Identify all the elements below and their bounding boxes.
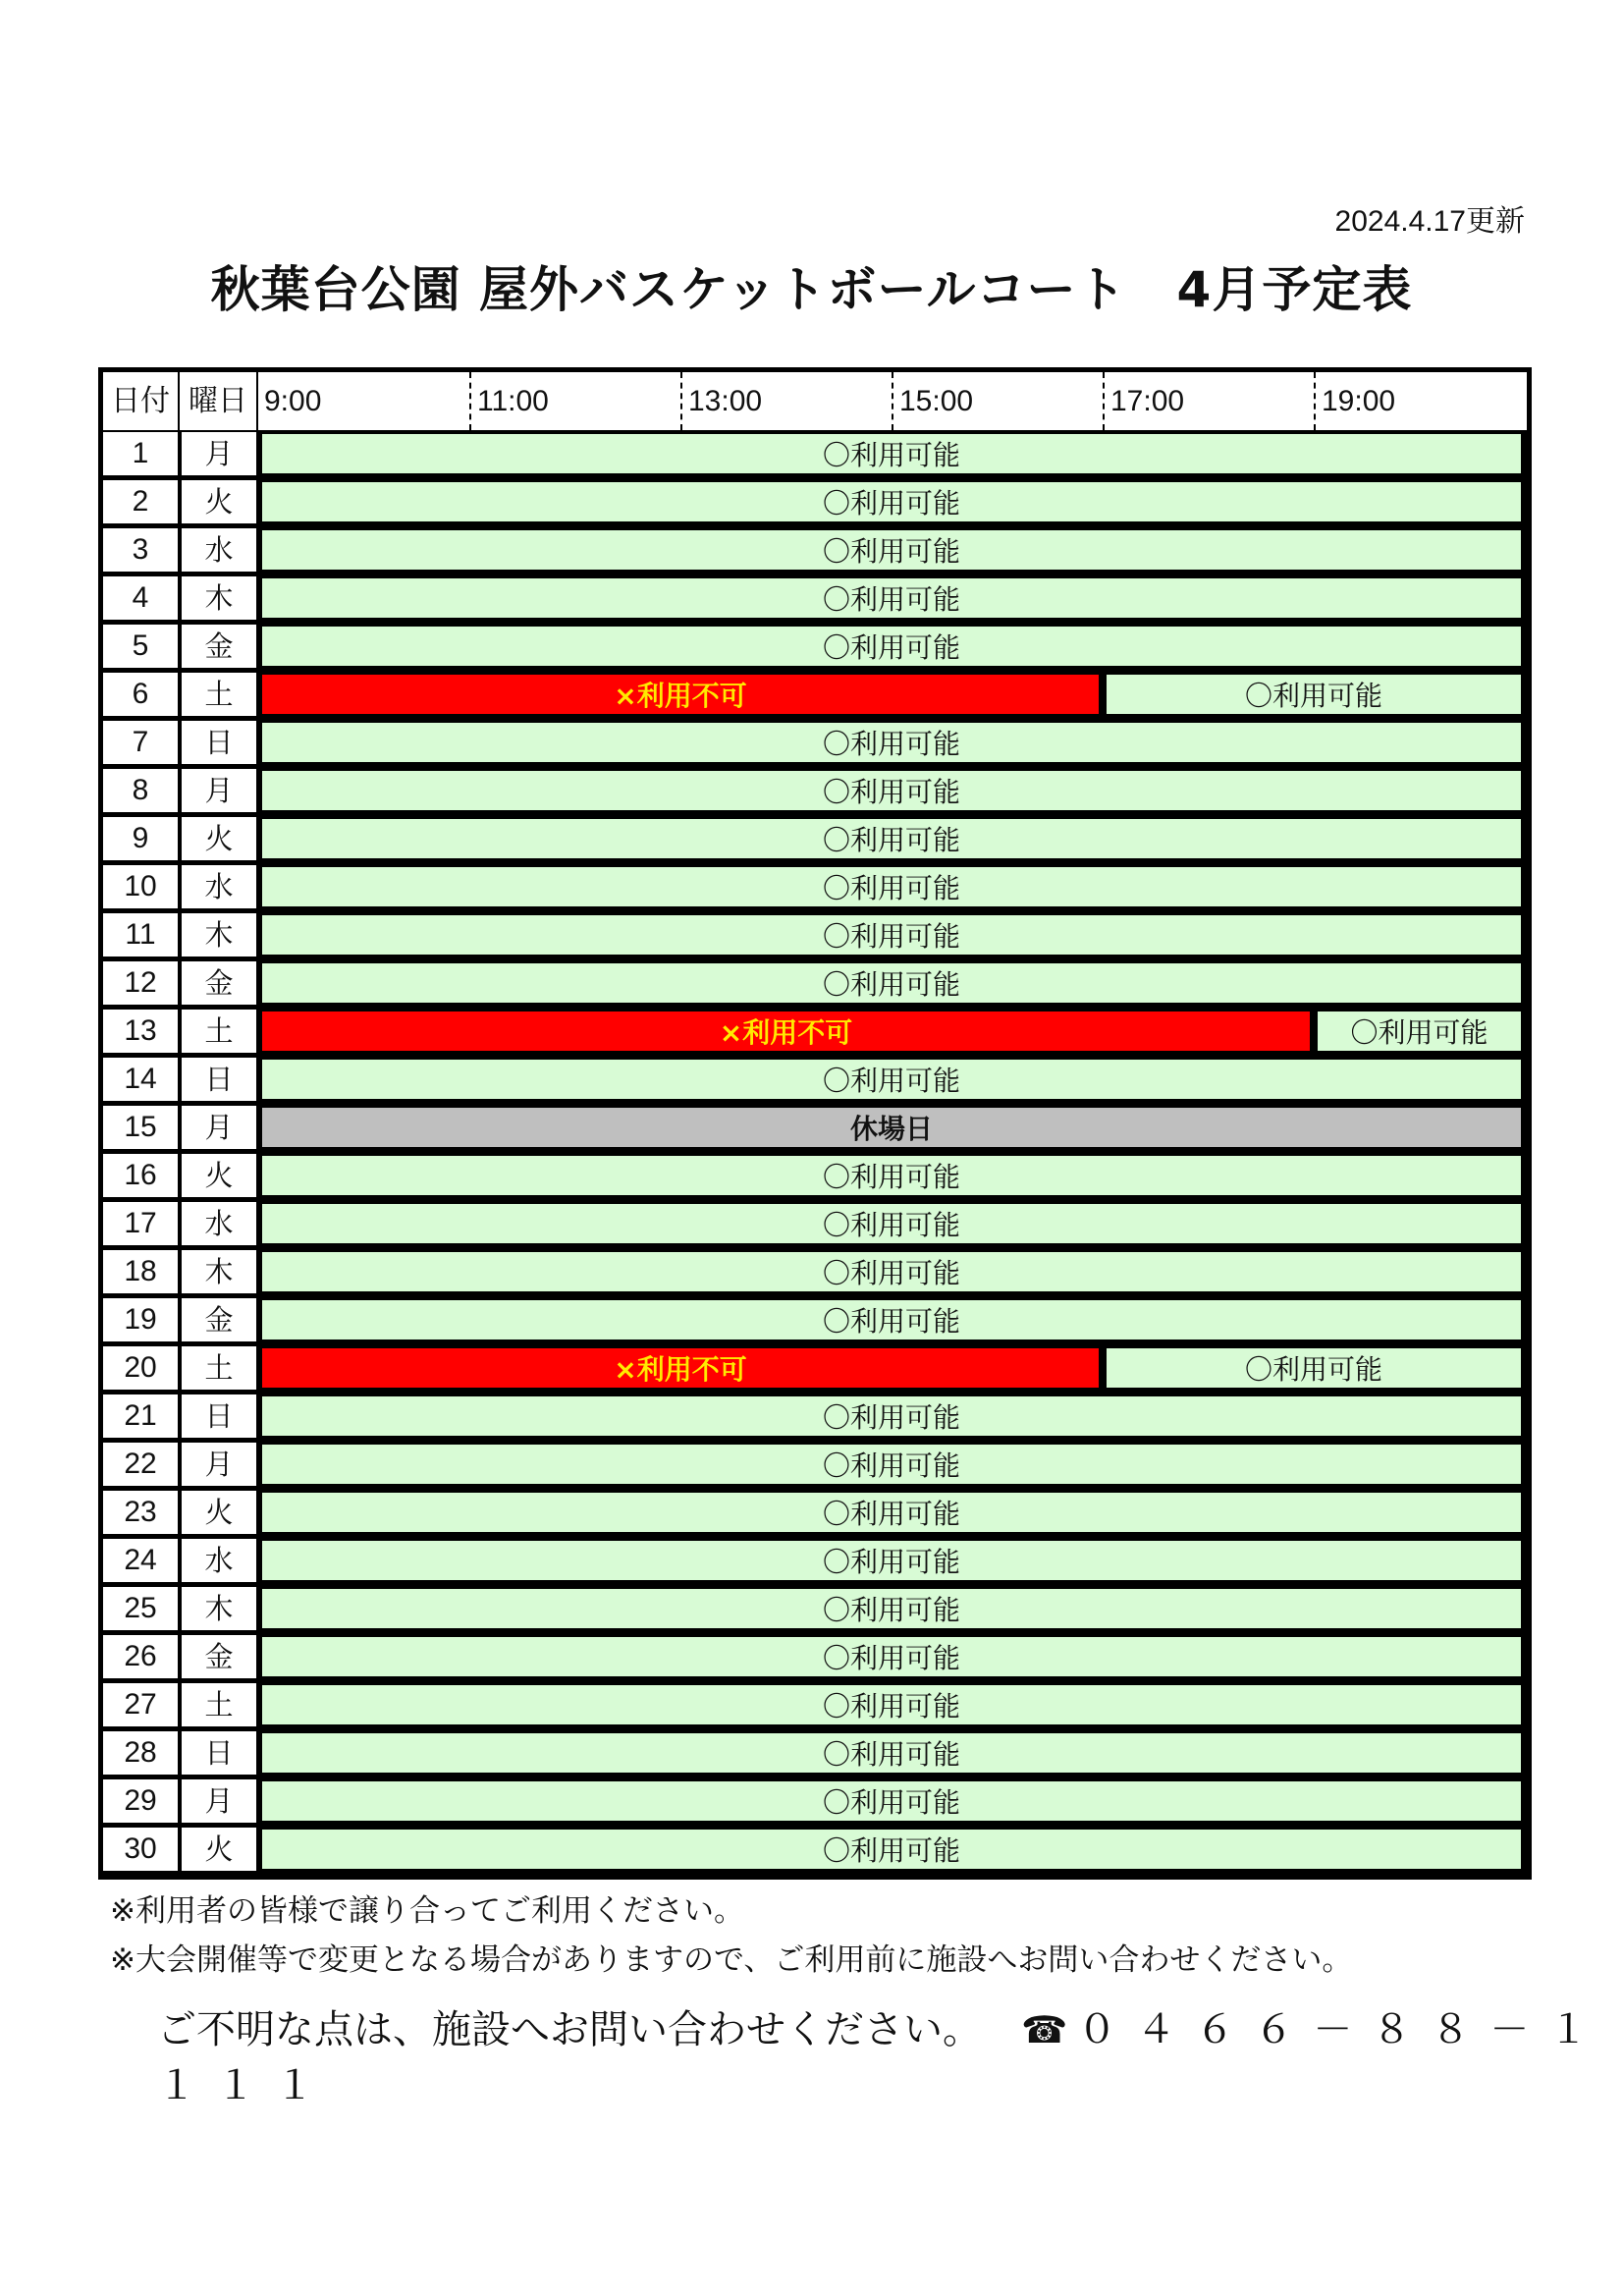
slot-available: 〇利用可能 [260, 1394, 1523, 1438]
time-tick: 9:00 [264, 385, 322, 417]
weekday-cell: 火 [182, 1491, 256, 1534]
day-cell: 28 [103, 1731, 180, 1775]
table-row [103, 769, 1527, 812]
table-row [103, 1539, 1527, 1582]
day-cell: 25 [103, 1587, 180, 1630]
weekday-cell: 水 [182, 1539, 256, 1582]
table-row [103, 1346, 1527, 1390]
weekday-cell: 土 [182, 673, 256, 716]
weekday-cell: 水 [182, 1202, 256, 1245]
table-row [103, 1106, 1527, 1149]
day-cell: 14 [103, 1058, 180, 1101]
slot-available: 〇利用可能 [260, 1587, 1523, 1630]
weekday-cell: 月 [182, 1106, 256, 1149]
day-cell: 22 [103, 1443, 180, 1486]
weekday-cell: 金 [182, 1635, 256, 1678]
page-title: 秋葉台公園 屋外バスケットボールコート 4月予定表 [210, 261, 1413, 318]
day-cell: 9 [103, 817, 180, 860]
day-cell: 19 [103, 1298, 180, 1341]
slot-available: 〇利用可能 [1105, 673, 1523, 716]
header-weekday: 曜日 [180, 372, 258, 430]
slot-available: 〇利用可能 [260, 1298, 1523, 1341]
weekday-cell: 火 [182, 1828, 256, 1871]
weekday-cell: 日 [182, 1731, 256, 1775]
weekday-cell: 日 [182, 1058, 256, 1101]
table-row [103, 1587, 1527, 1630]
slot-available: 〇利用可能 [260, 1443, 1523, 1486]
day-cell: 30 [103, 1828, 180, 1871]
slot-available: 〇利用可能 [260, 1491, 1523, 1534]
time-tick: 13:00 [680, 372, 892, 430]
table-row [103, 1298, 1527, 1341]
slot-available: 〇利用可能 [260, 432, 1523, 475]
slot-available: 〇利用可能 [260, 1828, 1523, 1871]
weekday-cell: 金 [182, 625, 256, 668]
table-row [103, 432, 1527, 475]
slot-available: 〇利用可能 [260, 1202, 1523, 1245]
weekday-cell: 日 [182, 1394, 256, 1438]
day-cell: 5 [103, 625, 180, 668]
table-row [103, 1154, 1527, 1197]
day-cell: 12 [103, 961, 180, 1005]
day-cell: 10 [103, 865, 180, 908]
weekday-cell: 金 [182, 1298, 256, 1341]
table-row [103, 1491, 1527, 1534]
day-cell: 24 [103, 1539, 180, 1582]
updated-date: 2024.4.17更新 [1334, 205, 1525, 238]
table-row [103, 865, 1527, 908]
slot-available: 〇利用可能 [260, 1154, 1523, 1197]
day-cell: 23 [103, 1491, 180, 1534]
table-row [103, 1779, 1527, 1823]
day-cell: 6 [103, 673, 180, 716]
weekday-cell: 土 [182, 1683, 256, 1726]
table-row [103, 1828, 1527, 1871]
table-row [103, 1683, 1527, 1726]
slot-available: 〇利用可能 [260, 625, 1523, 668]
table-row [103, 1443, 1527, 1486]
table-row [103, 1010, 1527, 1053]
slot-available: 〇利用可能 [260, 576, 1523, 620]
slot-available: 〇利用可能 [260, 1731, 1523, 1775]
day-cell: 8 [103, 769, 180, 812]
weekday-cell: 火 [182, 817, 256, 860]
day-cell: 7 [103, 721, 180, 764]
weekday-cell: 火 [182, 480, 256, 523]
day-cell: 4 [103, 576, 180, 620]
slot-available: 〇利用可能 [260, 1635, 1523, 1678]
contact-text: ご不明な点は、施設へお問い合わせください。 [157, 2007, 982, 2052]
table-row [103, 1250, 1527, 1293]
day-cell: 11 [103, 913, 180, 957]
day-cell: 27 [103, 1683, 180, 1726]
phone-number: ０４６６－８８－１１１１ [157, 2007, 1608, 2108]
table-row [103, 1394, 1527, 1438]
slot-available: 〇利用可能 [260, 961, 1523, 1005]
slot-available: 〇利用可能 [1316, 1010, 1523, 1053]
day-cell: 18 [103, 1250, 180, 1293]
weekday-cell: 土 [182, 1346, 256, 1390]
day-cell: 16 [103, 1154, 180, 1197]
weekday-cell: 日 [182, 721, 256, 764]
weekday-cell: 月 [182, 769, 256, 812]
weekday-cell: 木 [182, 1250, 256, 1293]
note-changes: ※大会開催等で変更となる場合がありますので、ご利用前に施設へお問い合わせください。 [110, 1942, 1353, 1978]
table-row [103, 817, 1527, 860]
slot-available: 〇利用可能 [1105, 1346, 1523, 1390]
slot-available: 〇利用可能 [260, 1539, 1523, 1582]
weekday-cell: 水 [182, 528, 256, 572]
weekday-cell: 木 [182, 576, 256, 620]
weekday-cell: 月 [182, 1779, 256, 1823]
weekday-cell: 土 [182, 1010, 256, 1053]
slot-available: 〇利用可能 [260, 865, 1523, 908]
slot-available: 〇利用可能 [260, 1683, 1523, 1726]
table-row [103, 576, 1527, 620]
table-row [103, 1058, 1527, 1101]
slot-available: 〇利用可能 [260, 721, 1523, 764]
slot-unavailable: ×利用不可 [260, 1346, 1101, 1390]
day-cell: 13 [103, 1010, 180, 1053]
day-cell: 21 [103, 1394, 180, 1438]
slot-available: 〇利用可能 [260, 1779, 1523, 1823]
slot-available: 〇利用可能 [260, 480, 1523, 523]
table-row [103, 673, 1527, 716]
table-row [103, 1731, 1527, 1775]
slot-available: 〇利用可能 [260, 1250, 1523, 1293]
slot-available: 〇利用可能 [260, 769, 1523, 812]
table-row [103, 480, 1527, 523]
slot-closed: 休場日 [260, 1106, 1523, 1149]
table-row [103, 721, 1527, 764]
day-cell: 17 [103, 1202, 180, 1245]
table-row [103, 625, 1527, 668]
table-header [103, 372, 1527, 430]
table-row [103, 961, 1527, 1005]
table-row [103, 913, 1527, 957]
day-cell: 1 [103, 432, 180, 475]
table-row [103, 1202, 1527, 1245]
weekday-cell: 金 [182, 961, 256, 1005]
slot-available: 〇利用可能 [260, 913, 1523, 957]
slot-available: 〇利用可能 [260, 528, 1523, 572]
weekday-cell: 木 [182, 913, 256, 957]
day-cell: 26 [103, 1635, 180, 1678]
slot-unavailable: ×利用不可 [260, 673, 1101, 716]
time-tick: 11:00 [469, 372, 680, 430]
table-row [103, 1635, 1527, 1678]
day-cell: 3 [103, 528, 180, 572]
day-cell: 20 [103, 1346, 180, 1390]
day-cell: 29 [103, 1779, 180, 1823]
contact-line [157, 1998, 1623, 2110]
schedule-table [98, 367, 1532, 1880]
phone-icon: ☎ [1021, 2008, 1068, 2051]
time-tick: 15:00 [892, 372, 1103, 430]
slot-available: 〇利用可能 [260, 817, 1523, 860]
weekday-cell: 月 [182, 432, 256, 475]
slot-unavailable: ×利用不可 [260, 1010, 1312, 1053]
slot-available: 〇利用可能 [260, 1058, 1523, 1101]
weekday-cell: 水 [182, 865, 256, 908]
time-tick: 17:00 [1103, 372, 1314, 430]
weekday-cell: 月 [182, 1443, 256, 1486]
day-cell: 15 [103, 1106, 180, 1149]
time-tick: 19:00 [1314, 372, 1525, 430]
day-cell: 2 [103, 480, 180, 523]
note-share: ※利用者の皆様で譲り合ってご利用ください。 [110, 1893, 744, 1929]
weekday-cell: 木 [182, 1587, 256, 1630]
header-day: 日付 [103, 372, 180, 430]
table-row [103, 528, 1527, 572]
weekday-cell: 火 [182, 1154, 256, 1197]
